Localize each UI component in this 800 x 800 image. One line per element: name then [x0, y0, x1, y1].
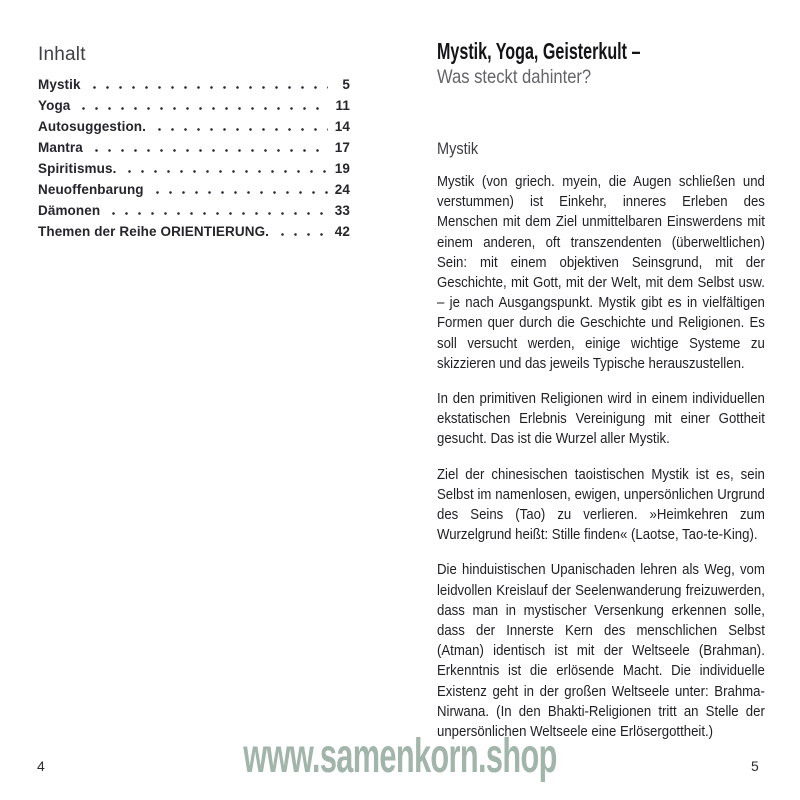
- toc-dot-leader: [151, 191, 328, 194]
- toc-entry-page: 24: [334, 182, 350, 197]
- toc-dot-leader: [88, 86, 328, 89]
- article-paragraph: Die hinduistischen Upanischaden lehren als Weg, vom leidvollen Kreislauf der Seelenwanderung freizuwerden, dass man in mystischer Versenkung erkennen solle, dass der Innerste Kern des menschlichen Selbst (Atman) identisch ist mit der Weltseele (Brahman). Erkenntnis ist die erlösende Macht. Die individuelle Existenz geht in der großen Weltseele unter: Brahma-Nirwana. (In den Bhakti-Religionen tritt an Stelle der unpersönlichen Weltseele eine Erlösergottheit.): [437, 561, 765, 741]
- toc-entry-page: 17: [334, 140, 350, 155]
- toc-dot-leader: [276, 233, 328, 236]
- toc-entry-page: 19: [334, 161, 350, 176]
- article-paragraph: Mystik (von griech. myein, die Augen schließen und verstummen) ist Einkehr, inneres Erleben des Menschen mit dem Ziel unmittelbaren Einswerdens mit einem anderen, oft transzendenten (überweltlichen) Sein: mit einem objektiven Seinsgrund, mit der Geschichte, mit Gott, mit der Welt, mit dem Selbst usw. – je nach Ausgangspunkt. Mystik gibt es in vielfältigen Formen quer durch die Geschichte und Religionen. Es soll versucht werden, einige wichtige Systeme zu skizzieren und das jeweils Typische herauszustellen.: [437, 173, 765, 372]
- toc-entry: [38, 116, 350, 137]
- toc-entry-page: 33: [334, 203, 350, 218]
- toc-entry-page: 5: [342, 77, 350, 92]
- article-paragraph: In den primitiven Religionen wird in einem individuellen ekstatischen Erlebnis Vereinigung mit einer Gottheit gesucht. Das ist die Wurzel aller Mystik.: [437, 390, 765, 448]
- toc-entry-label: Yoga: [38, 98, 71, 113]
- toc-list: [38, 74, 350, 242]
- toc-dot-leader: [123, 170, 328, 173]
- toc-entry: [38, 95, 350, 116]
- article-title: Mystik, Yoga, Geisterkult –: [437, 38, 641, 64]
- toc-page: [38, 44, 350, 242]
- toc-entry-page: 14: [334, 119, 350, 134]
- watermark-text: www.samenkorn.shop: [243, 730, 557, 783]
- toc-entry-label: Themen der Reihe ORIENTIERUNG.: [38, 224, 270, 239]
- toc-dot-leader: [90, 149, 328, 152]
- toc-entry: [38, 137, 350, 158]
- toc-entry-label: Neuoffenbarung: [38, 182, 144, 197]
- toc-entry: [38, 74, 350, 95]
- article-subtitle: Was steckt dahinter?: [437, 66, 592, 88]
- toc-entry-page: 42: [334, 224, 350, 239]
- toc-entry: [38, 158, 350, 179]
- article-body: [437, 172, 765, 757]
- toc-dot-leader: [77, 107, 328, 110]
- toc-dot-leader: [107, 212, 328, 215]
- page-number-left: 4: [37, 758, 45, 774]
- toc-title: Inhalt: [38, 44, 86, 65]
- toc-entry: [38, 221, 350, 242]
- toc-entry: [38, 179, 350, 200]
- toc-entry-label: Mantra: [38, 140, 83, 155]
- toc-entry-page: 11: [335, 98, 350, 113]
- toc-entry: [38, 200, 350, 221]
- toc-entry-label: Mystik: [38, 77, 81, 92]
- section-heading: Mystik: [437, 140, 479, 158]
- toc-entry-label: Spiritismus.: [38, 161, 117, 176]
- toc-entry-label: Autosuggestion.: [38, 119, 146, 134]
- toc-dot-leader: [153, 128, 328, 131]
- article-paragraph: Ziel der chinesischen taoistischen Mystik ist es, sein Selbst im namenlosen, ewigen, unpersönlichen Urgrund des Seins (Tao) zu verlieren. »Heimkehren zum Wurzelgrund heißt: Stille finden« (Laotse, Tao-te-King).: [437, 465, 765, 544]
- article-page: [437, 0, 765, 800]
- toc-entry-label: Dämonen: [38, 203, 101, 218]
- page-number-right: 5: [751, 758, 759, 774]
